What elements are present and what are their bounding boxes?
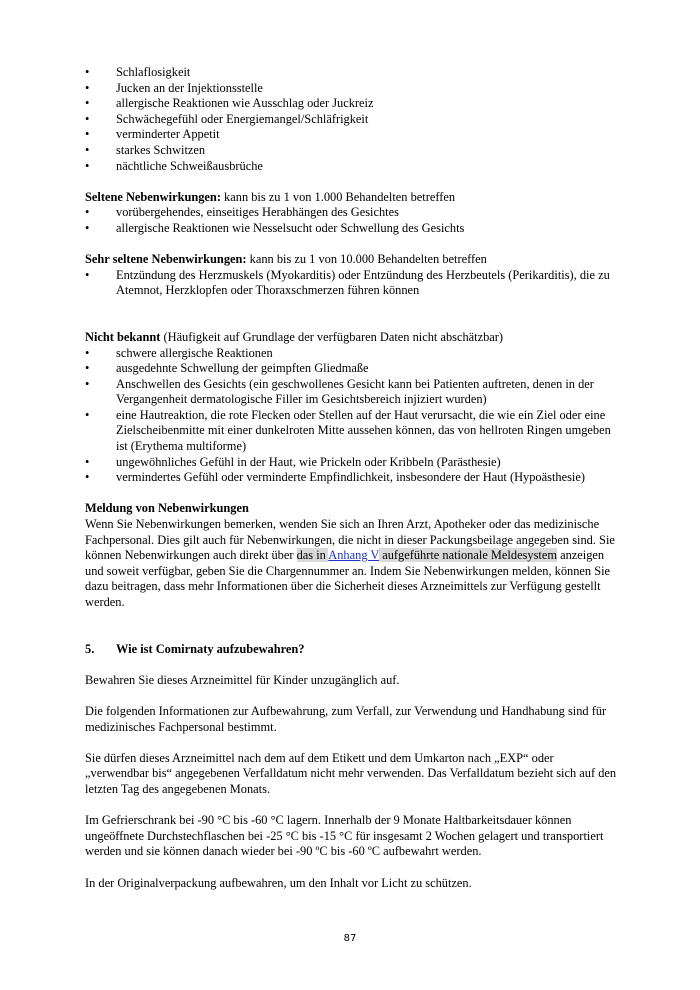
bullet: • [85,376,90,391]
bullet: • [85,470,90,485]
list-item-text: starkes Schwitzen [116,142,206,157]
bullet: • [85,65,90,79]
list-item-text: schwere allergische Reaktionen [116,345,273,360]
list-item [85,377,620,408]
storage-paragraph: Bewahren Sie dieses Arzneimittel für Kinder unzugänglich auf. [85,672,400,687]
rare-side-effects-heading [85,190,620,206]
list-item [85,127,620,143]
bullet: • [85,361,90,376]
list-item [85,361,620,377]
list-item-text: verminderter Appetit [116,127,220,142]
common-side-effects-list [85,65,620,174]
page-number: 87 [343,933,357,944]
bullet: • [85,345,90,360]
storage-paragraph: In der Originalverpackung aufbewahren, um den Inhalt vor Licht zu schützen. [85,875,472,890]
list-item [85,81,620,97]
list-item-text: Jucken an der Injektionsstelle [116,80,263,95]
bullet: • [85,158,90,173]
bullet: • [85,220,90,235]
list-item [85,112,620,128]
reporting-text-after: anzeigen und soweit verfügbar, geben Sie die Chargennummer an. Indem Sie Nebenwirkungen melden, können Sie dazu beitragen, dass mehr Informationen über die Sicherheit dieses Arzneimittels zur Verfügung gestellt werden. [85,548,611,609]
list-item-text: nächtliche Schweißausbrüche [116,158,263,173]
reporting-heading-text: Meldung von Nebenwirkungen [85,501,249,516]
very-rare-label: Sehr seltene Nebenwirkungen: [85,252,247,267]
very-rare-side-effects-heading [85,252,620,268]
list-item [85,221,620,237]
list-item [85,143,620,159]
list-item [85,65,620,81]
bullet: • [85,80,90,95]
list-item [85,205,620,221]
rare-side-effects-list [85,205,620,236]
highlight-after-link: aufgeführte nationale Meldesystem [379,548,557,563]
list-item-text: allergische Reaktionen wie Nesselsucht oder Schwellung des Gesichts [116,220,465,235]
bullet: • [85,111,90,126]
not-known-side-effects-list [85,346,620,486]
storage-paragraph: Sie dürfen dieses Arzneimittel nach dem auf dem Etikett und dem Umkarton nach „EXP“ oder „verwendbar bis“ angegebenen Verfalldatum nicht mehr verwenden. Das Verfalldatum bezieht sich auf den letzten Tag des angegebenen Monats. [85,750,617,796]
reporting-paragraph [85,517,620,611]
not-known-label: Nicht bekannt [85,329,161,344]
list-item-text: ungewöhnliches Gefühl in der Haut, wie Prickeln oder Kribbeln (Parästhesie) [116,454,501,469]
list-item [85,408,620,455]
section-number: 5. [85,641,95,656]
list-item [85,268,620,299]
not-known-heading [85,330,620,346]
bullet: • [85,205,90,220]
annex-v-link[interactable]: Anhang V [328,548,380,563]
bullet: • [85,267,90,282]
reporting-text-before: Wenn Sie Nebenwirkungen bemerken, wenden Sie sich an Ihren Arzt, Apotheker oder das medizinische Fachpersonal. Dies gilt auch für Nebenwirkungen, die nicht in dieser Packungsbeilage angegeben sind. Sie können Nebenwirkungen auch direkt über [85,517,615,563]
list-item [85,159,620,175]
bullet: • [85,454,90,469]
list-item [85,470,620,486]
list-item [85,346,620,362]
bullet: • [85,407,90,422]
list-item-text: ausgedehnte Schwellung der geimpften Gliedmaße [116,361,369,376]
list-item-text: Schwächegefühl oder Energiemangel/Schläfrigkeit [116,111,369,126]
bullet: • [85,96,90,111]
rare-frequency: kann bis zu 1 von 1.000 Behandelten betreffen [220,189,456,204]
very-rare-frequency: kann bis zu 1 von 10.000 Behandelten betreffen [246,252,487,267]
document-content [85,65,620,891]
list-item [85,455,620,471]
list-item-text: Entzündung des Herzmuskels (Myokarditis) oder Entzündung des Herzbeutels (Perikarditis), die zu Atemnot, Herzklopfen oder Thoraxschmerzen führen können [116,267,610,298]
list-item-text: Anschwellen des Gesichts (ein geschwollenes Gesicht kann bei Patienten auftreten, denen in der Vergangenheit dermatologische Filler im Gesichtsbereich injiziert wurden) [116,376,594,407]
list-item-text: vermindertes Gefühl oder verminderte Empfindlichkeit, insbesondere der Haut (Hypoästhesie) [116,470,585,485]
list-item-text: Schlaflosigkeit [116,65,191,79]
list-item-text: allergische Reaktionen wie Ausschlag oder Juckreiz [116,96,374,111]
not-known-frequency: (Häufigkeit auf Grundlage der verfügbaren Daten nicht abschätzbar) [160,329,504,344]
rare-label: Seltene Nebenwirkungen: [85,189,221,204]
list-item-text: vorübergehendes, einseitiges Herabhängen des Gesichtes [116,205,399,220]
list-item [85,96,620,112]
bullet: • [85,127,90,142]
highlight-before-link: das in [296,548,329,563]
storage-paragraph: Die folgenden Informationen zur Aufbewahrung, zum Verfall, zur Verwendung und Handhabung sind für medizinisches Fachpersonal bestimmt. [85,703,607,734]
bullet: • [85,142,90,157]
very-rare-side-effects-list [85,268,620,299]
storage-paragraph: Im Gefrierschrank bei -90 °C bis -60 °C lagern. Innerhalb der 9 Monate Haltbarkeitsdauer können ungeöffnete Durchstechflaschen bei -25 °C bis -15 °C für insgesamt 2 Wochen gelagert und transportiert werden und sie können danach wieder bei -90 ºC bis -60 ºC aufbewahrt werden. [85,813,604,859]
list-item-text: eine Hautreaktion, die rote Flecken oder Stellen auf der Haut verursacht, die wie ein Ziel oder eine Zielscheibenmitte mit einer dunkelroten Mitte aussehen können, das von hellroten Ringen umgeben ist (Erythema multiforme) [116,407,611,454]
section-5-heading [85,642,620,658]
reporting-heading [85,501,620,517]
section-title: Wie ist Comirnaty aufzubewahren? [116,641,305,656]
